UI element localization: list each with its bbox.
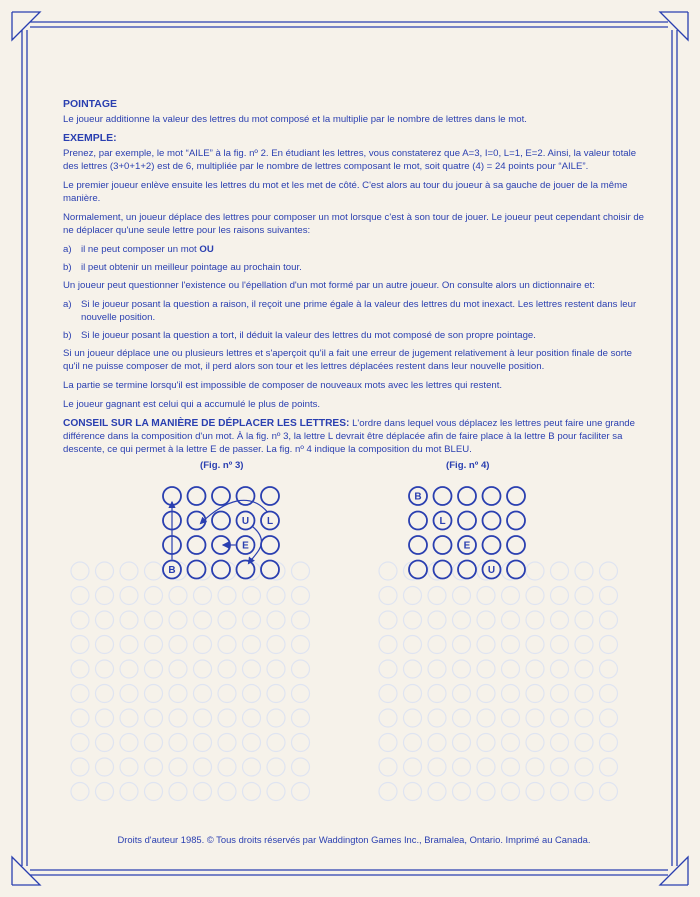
fig4-hole <box>507 487 525 505</box>
fig4-hole <box>483 512 501 530</box>
fig3-hole <box>188 512 206 530</box>
faint-hole <box>404 636 422 654</box>
faint-hole <box>96 734 114 752</box>
faint-hole <box>243 734 261 752</box>
exemple-paragraph-2: Le premier joueur enlève ensuite les lettres du mot et les met de côté. C'est alors au tour du joueur à sa gauche de jouer de la même manière. <box>63 180 628 204</box>
fig4-letter: L <box>439 516 446 528</box>
faint-hole <box>120 636 138 654</box>
faint-hole <box>379 734 397 752</box>
faint-hole <box>600 587 618 605</box>
faint-hole <box>194 611 212 629</box>
faint-hole <box>404 660 422 678</box>
faint-hole <box>502 611 520 629</box>
faint-hole <box>502 758 520 776</box>
faint-hole <box>600 611 618 629</box>
faint-hole <box>575 783 593 801</box>
fig4-hole <box>507 512 525 530</box>
faint-hole <box>551 685 569 703</box>
faint-hole <box>428 734 446 752</box>
faint-hole <box>218 660 236 678</box>
faint-hole <box>477 734 495 752</box>
faint-hole <box>96 587 114 605</box>
faint-hole <box>218 783 236 801</box>
fig3-letter: U <box>241 516 250 528</box>
exemple-paragraph-5: Si un joueur déplace une ou plusieurs lettres et s'aperçoit qu'il a fait une erreur de jugement relativement à leur position finale de sorte qu'il ne puisse composer de mot, il perd alors son tour et les lettres déplacées restent dans leur nouvelle position. <box>63 348 632 372</box>
faint-hole <box>218 611 236 629</box>
faint-hole <box>526 611 544 629</box>
faint-hole <box>502 783 520 801</box>
faint-hole <box>145 636 163 654</box>
faint-hole <box>169 758 187 776</box>
fig4-label: (Fig. nº 4) <box>446 460 490 471</box>
faint-hole <box>453 734 471 752</box>
faint-hole <box>120 709 138 727</box>
faint-hole <box>96 636 114 654</box>
faint-hole <box>551 660 569 678</box>
faint-hole <box>145 783 163 801</box>
faint-hole <box>428 587 446 605</box>
faint-hole <box>71 611 89 629</box>
fig3-hole <box>261 536 279 554</box>
faint-hole <box>453 758 471 776</box>
faint-hole <box>502 636 520 654</box>
faint-hole <box>379 636 397 654</box>
faint-hole <box>145 734 163 752</box>
faint-hole <box>218 587 236 605</box>
faint-hole <box>194 636 212 654</box>
faint-hole <box>194 660 212 678</box>
faint-hole <box>218 636 236 654</box>
faint-hole <box>292 734 310 752</box>
faint-hole <box>120 611 138 629</box>
faint-hole <box>243 685 261 703</box>
faint-hole <box>194 709 212 727</box>
fig3-hole <box>237 487 255 505</box>
fig3-letter: B <box>168 565 176 577</box>
faint-hole <box>428 685 446 703</box>
faint-hole <box>71 636 89 654</box>
faint-hole <box>575 758 593 776</box>
faint-hole <box>267 758 285 776</box>
fig4-hole <box>409 536 427 554</box>
list-text: il peut obtenir un meilleur pointage au prochain tour. <box>81 262 302 273</box>
faint-hole <box>145 587 163 605</box>
faint-hole <box>575 685 593 703</box>
faint-hole <box>502 685 520 703</box>
faint-hole <box>526 783 544 801</box>
faint-hole <box>477 685 495 703</box>
faint-hole <box>379 660 397 678</box>
faint-hole <box>600 709 618 727</box>
pointage-text: Le joueur additionne la valeur des lettres du mot composé et la multiplie par le nombre de lettres dans le mot. <box>63 114 527 125</box>
fig4-hole <box>507 536 525 554</box>
faint-hole <box>169 636 187 654</box>
faint-hole <box>551 758 569 776</box>
exemple-heading: EXEMPLE: <box>63 132 117 144</box>
faint-hole <box>551 611 569 629</box>
faint-hole <box>292 636 310 654</box>
faint-hole <box>453 660 471 678</box>
faint-hole <box>194 783 212 801</box>
faint-hole <box>96 783 114 801</box>
list-marker: b) <box>63 262 72 273</box>
faint-hole <box>477 611 495 629</box>
faint-hole <box>526 587 544 605</box>
faint-hole <box>96 611 114 629</box>
faint-hole <box>453 783 471 801</box>
faint-hole <box>145 685 163 703</box>
faint-hole <box>600 758 618 776</box>
fig4-hole <box>434 487 452 505</box>
fig4-hole <box>434 561 452 579</box>
faint-hole <box>267 587 285 605</box>
faint-hole <box>71 783 89 801</box>
list-emphasis: OU <box>199 244 214 255</box>
faint-hole <box>145 758 163 776</box>
faint-hole <box>404 783 422 801</box>
faint-hole <box>96 660 114 678</box>
faint-hole <box>169 734 187 752</box>
fig4-letter: E <box>463 540 471 552</box>
faint-hole <box>428 709 446 727</box>
fig3-letter: L <box>266 516 274 528</box>
faint-hole <box>169 660 187 678</box>
faint-hole <box>267 685 285 703</box>
fig3-letter: E <box>242 540 249 552</box>
faint-hole <box>453 685 471 703</box>
faint-hole <box>428 636 446 654</box>
faint-hole <box>428 783 446 801</box>
faint-hole <box>379 685 397 703</box>
faint-hole <box>575 587 593 605</box>
fig3-hole <box>261 487 279 505</box>
faint-hole <box>551 783 569 801</box>
faint-hole <box>120 734 138 752</box>
exemple-paragraph-3: Normalement, un joueur déplace des lettres pour composer un mot lorsque c'est à son tour de jouer. Le joueur peut cependant choisir de ne déplacer qu'une seule lettre pour les raisons suivantes: <box>63 212 644 236</box>
faint-hole <box>551 734 569 752</box>
faint-hole <box>96 685 114 703</box>
faint-hole <box>243 660 261 678</box>
faint-hole <box>218 685 236 703</box>
faint-hole <box>453 636 471 654</box>
faint-hole <box>477 660 495 678</box>
faint-hole <box>169 611 187 629</box>
faint-hole <box>243 587 261 605</box>
faint-hole <box>502 709 520 727</box>
faint-hole <box>96 758 114 776</box>
fig4-hole <box>434 536 452 554</box>
faint-hole <box>267 636 285 654</box>
faint-hole <box>145 562 163 580</box>
faint-hole <box>575 636 593 654</box>
faint-hole <box>404 758 422 776</box>
move-arrow <box>201 500 268 523</box>
faint-hole <box>600 562 618 580</box>
exemple-paragraph-7: Le joueur gagnant est celui qui a accumulé le plus de points. <box>63 399 321 410</box>
faint-hole <box>292 685 310 703</box>
faint-hole <box>404 685 422 703</box>
faint-hole <box>169 587 187 605</box>
faint-hole <box>575 709 593 727</box>
faint-hole <box>575 660 593 678</box>
faint-hole <box>600 783 618 801</box>
faint-hole <box>428 660 446 678</box>
faint-hole <box>379 562 397 580</box>
faint-hole <box>71 685 89 703</box>
conseil-text: L'ordre dans lequel vous déplacez les lettres peut faire une grande différence dans la composition d'un mot. À la fig. nº 3, la lettre L devrait être déplacée afin de faire place à la lettre B pour faciliter sa descente, ce qui permet à la lettre E de passer. La fig. nº 4 indique la composition du mot BLEU. <box>63 418 635 455</box>
faint-hole <box>292 660 310 678</box>
faint-hole <box>379 709 397 727</box>
faint-hole <box>169 783 187 801</box>
faint-hole <box>477 783 495 801</box>
faint-hole <box>71 709 89 727</box>
faint-hole <box>292 587 310 605</box>
faint-hole <box>526 709 544 727</box>
faint-hole <box>575 562 593 580</box>
faint-hole <box>218 758 236 776</box>
faint-hole <box>267 660 285 678</box>
list-marker: b) <box>63 330 72 341</box>
faint-hole <box>243 758 261 776</box>
fig3-hole <box>212 487 230 505</box>
faint-hole <box>243 611 261 629</box>
faint-hole <box>453 709 471 727</box>
faint-hole <box>379 587 397 605</box>
faint-hole <box>600 660 618 678</box>
faint-hole <box>428 611 446 629</box>
faint-hole <box>96 709 114 727</box>
faint-hole <box>379 611 397 629</box>
faint-hole <box>71 758 89 776</box>
faint-hole <box>267 734 285 752</box>
fig4-hole <box>409 561 427 579</box>
faint-hole <box>243 709 261 727</box>
faint-hole <box>551 587 569 605</box>
fig4-hole <box>483 536 501 554</box>
list-marker: a) <box>63 244 72 255</box>
faint-hole <box>551 709 569 727</box>
fig4-hole <box>409 512 427 530</box>
faint-hole <box>194 758 212 776</box>
faint-hole <box>379 758 397 776</box>
faint-hole <box>477 636 495 654</box>
exemple-paragraph-1: Prenez, par exemple, le mot “AILE” à la fig. nº 2. En étudiant les lettres, vous constaterez que A=3, I=0, L=1, E=2. Ainsi, la valeur totale des lettres (3+0+1+2) est de 6, multipliée par le nombre de lettres composant le mot, soit quatre (4) = 24 points pour “AILE”. <box>63 148 637 172</box>
faint-hole <box>477 709 495 727</box>
list-marker: a) <box>63 299 72 310</box>
faint-hole <box>404 611 422 629</box>
faint-hole <box>120 562 138 580</box>
faint-hole <box>71 734 89 752</box>
fig3-label: (Fig. nº 3) <box>200 460 244 471</box>
faint-hole <box>169 709 187 727</box>
faint-hole <box>292 783 310 801</box>
faint-hole <box>292 562 310 580</box>
faint-hole <box>379 783 397 801</box>
faint-hole <box>194 685 212 703</box>
list-text: Si le joueur posant la question a raison, il reçoit une prime égale à la valeur des lettres du mot inexact. Les lettres restent dans leur nouvelle position. <box>81 299 637 323</box>
faint-hole <box>169 685 187 703</box>
fig4-hole <box>458 487 476 505</box>
faint-hole <box>218 709 236 727</box>
faint-hole <box>551 636 569 654</box>
faint-hole <box>267 611 285 629</box>
faint-hole <box>551 562 569 580</box>
faint-hole <box>526 660 544 678</box>
faint-hole <box>453 611 471 629</box>
faint-hole <box>502 587 520 605</box>
faint-hole <box>145 611 163 629</box>
list-text: Si le joueur posant la question a tort, il déduit la valeur des lettres du mot composé de son propre pointage. <box>81 330 536 341</box>
faint-hole <box>526 758 544 776</box>
faint-hole <box>526 734 544 752</box>
faint-hole <box>575 734 593 752</box>
faint-hole <box>526 685 544 703</box>
faint-hole <box>145 660 163 678</box>
faint-hole <box>96 562 114 580</box>
faint-hole <box>243 783 261 801</box>
fig4-hole <box>458 512 476 530</box>
conseil-heading: CONSEIL SUR LA MANIÈRE DE DÉPLACER LES LETTRES: <box>63 418 350 429</box>
faint-hole <box>120 685 138 703</box>
faint-hole <box>120 758 138 776</box>
faint-hole <box>292 611 310 629</box>
faint-hole <box>502 660 520 678</box>
pointage-heading: POINTAGE <box>63 98 118 110</box>
fig4-letter: B <box>414 491 422 503</box>
faint-hole <box>600 636 618 654</box>
faint-hole <box>600 734 618 752</box>
fig3-hole <box>188 561 206 579</box>
fig3-hole <box>188 536 206 554</box>
faint-hole <box>526 562 544 580</box>
faint-hole <box>477 587 495 605</box>
faint-hole <box>120 783 138 801</box>
faint-hole <box>502 734 520 752</box>
faint-hole <box>404 734 422 752</box>
list-text: il ne peut composer un mot <box>81 244 197 255</box>
faint-hole <box>243 636 261 654</box>
fig3-hole <box>212 512 230 530</box>
faint-hole <box>428 758 446 776</box>
faint-hole <box>453 587 471 605</box>
faint-hole <box>292 709 310 727</box>
faint-hole <box>194 734 212 752</box>
exemple-paragraph-4: Un joueur peut questionner l'existence ou l'épellation d'un mot formé par un autre joueur. On consulte alors un dictionnaire et: <box>63 280 595 291</box>
exemple-paragraph-6: La partie se termine lorsqu'il est impossible de composer de nouveaux mots avec les lettres qui restent. <box>63 380 503 391</box>
fig3-hole <box>188 487 206 505</box>
fig3-hole <box>261 561 279 579</box>
fig4-hole <box>483 487 501 505</box>
fig4-letter: U <box>487 565 496 577</box>
fig3-hole <box>237 561 255 579</box>
fig3-hole <box>212 561 230 579</box>
fig4-hole <box>458 561 476 579</box>
copyright-notice: Droits d'auteur 1985. © Tous droits réservés par Waddington Games Inc., Bramalea, Ontario. Imprimé au Canada. <box>117 834 591 845</box>
faint-hole <box>218 734 236 752</box>
faint-hole <box>600 685 618 703</box>
faint-hole <box>292 758 310 776</box>
fig4-hole <box>507 561 525 579</box>
faint-hole <box>120 660 138 678</box>
faint-hole <box>71 562 89 580</box>
faint-hole <box>71 660 89 678</box>
faint-hole <box>477 758 495 776</box>
faint-hole <box>267 709 285 727</box>
faint-hole <box>404 587 422 605</box>
faint-hole <box>145 709 163 727</box>
faint-hole <box>120 587 138 605</box>
faint-hole <box>575 611 593 629</box>
faint-hole <box>194 587 212 605</box>
faint-hole <box>71 587 89 605</box>
faint-hole <box>526 636 544 654</box>
faint-hole <box>404 709 422 727</box>
faint-hole <box>267 783 285 801</box>
